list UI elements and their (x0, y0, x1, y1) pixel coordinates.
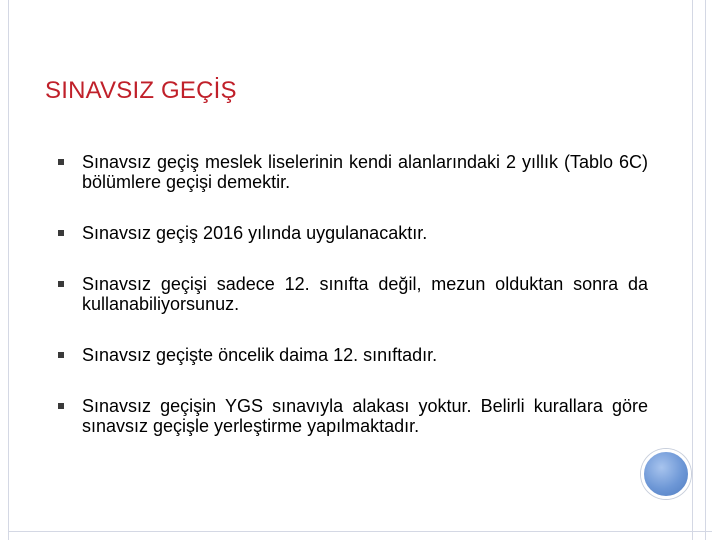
square-bullet-icon (58, 281, 64, 287)
frame-line-left (8, 0, 9, 540)
blue-circle-icon (641, 449, 691, 499)
square-bullet-icon (58, 352, 64, 358)
bullet-text: Sınavsız geçişte öncelik daima 12. sınıftadır. (82, 345, 438, 365)
slide-title: SINAVSIZ GEÇİŞ (45, 77, 237, 104)
square-bullet-icon (58, 230, 64, 236)
bullet-item (58, 152, 648, 192)
bullet-text: Sınavsız geçişi sadece 12. sınıfta değil, mezun olduktan sonra da kullanabiliyorsunuz. (82, 274, 648, 314)
bullet-text: Sınavsız geçiş 2016 yılında uygulanacaktır. (82, 223, 428, 243)
square-bullet-icon (58, 403, 64, 409)
frame-line-bottom (8, 531, 712, 532)
frame-bar-right (692, 0, 706, 540)
square-bullet-icon (58, 159, 64, 165)
bullet-item (58, 396, 648, 436)
bullet-item (58, 223, 648, 243)
bullet-item (58, 345, 648, 365)
bullet-text: Sınavsız geçişin YGS sınavıyla alakası yoktur. Belirli kurallara göre sınavsız geçişle yerleştirme yapılmaktadır. (82, 396, 648, 436)
bullet-text: Sınavsız geçiş meslek liselerinin kendi alanlarındaki 2 yıllık (Tablo 6C) bölümlere geçişi demektir. (82, 152, 648, 192)
bullet-list (58, 152, 648, 436)
bullet-item (58, 274, 648, 314)
